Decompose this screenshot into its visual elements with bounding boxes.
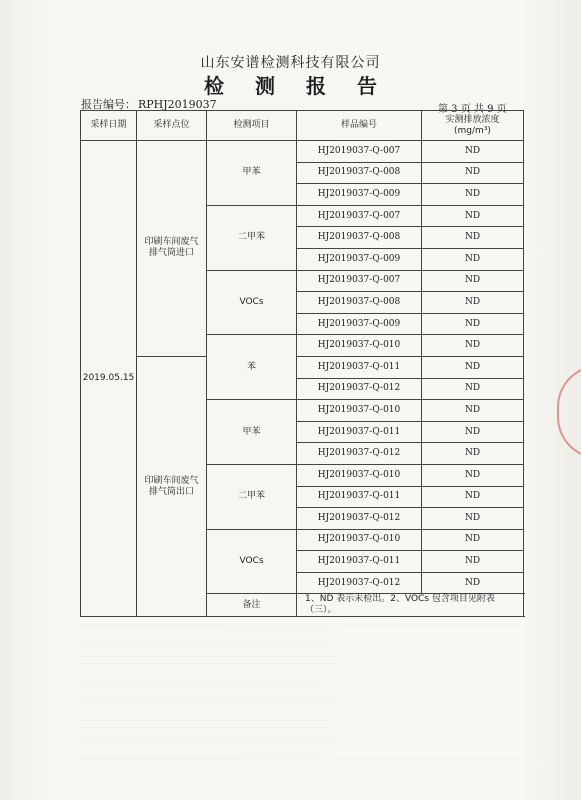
concentration-value: ND: [422, 292, 524, 314]
red-seal-stamp: [557, 365, 581, 459]
report-number-label: 报告编号：: [81, 98, 136, 111]
bleed-through-shadow: [80, 625, 520, 775]
table-row: [81, 141, 524, 163]
sample-id: HJ2019037-Q-007: [297, 270, 422, 292]
concentration-value: ND: [422, 270, 524, 292]
concentration-value: ND: [422, 529, 524, 551]
report-title: 检 测 报 告: [204, 74, 389, 98]
item-toluene: 甲苯: [207, 141, 297, 206]
results-table: [80, 110, 524, 617]
concentration-value: ND: [422, 443, 524, 465]
sample-id: HJ2019037-Q-008: [297, 227, 422, 249]
sample-id: HJ2019037-Q-008: [297, 162, 422, 184]
sample-id: HJ2019037-Q-010: [297, 529, 422, 551]
sample-id: HJ2019037-Q-011: [297, 356, 422, 378]
sample-id: HJ2019037-Q-009: [297, 248, 422, 270]
item-xylene: 二甲苯: [207, 464, 297, 529]
concentration-value: ND: [422, 378, 524, 400]
concentration-value: ND: [422, 248, 524, 270]
sample-id: HJ2019037-Q-012: [297, 443, 422, 465]
concentration-value: ND: [422, 400, 524, 422]
item-vocs: VOCs: [207, 529, 297, 594]
concentration-value: ND: [422, 421, 524, 443]
company-name: 山东安谱检测科技有限公司: [200, 55, 381, 71]
header-concentration-label: 实测排放浓度: [445, 114, 500, 125]
sample-id: HJ2019037-Q-007: [297, 141, 422, 163]
concentration-value: ND: [422, 464, 524, 486]
note-text: 1、ND 表示未检出。2、VOCs 包含项目见附表（三）。: [297, 594, 524, 617]
concentration-value: ND: [422, 551, 524, 573]
concentration-value: ND: [422, 184, 524, 206]
location-inlet: 印刷车间废气排气筒进口: [137, 141, 207, 357]
item-vocs: VOCs: [207, 270, 297, 335]
page-info: 第 3 页 共 9 页: [438, 104, 507, 115]
table-row: [81, 356, 524, 378]
sample-id: HJ2019037-Q-010: [297, 464, 422, 486]
sampling-date: 2019.05.15: [81, 141, 137, 617]
header-concentration: [422, 111, 524, 141]
sample-id: HJ2019037-Q-007: [297, 205, 422, 227]
concentration-value: ND: [422, 162, 524, 184]
concentration-value: ND: [422, 508, 524, 530]
sample-id: HJ2019037-Q-009: [297, 184, 422, 206]
note-label: 备注: [207, 594, 297, 617]
item-benzene: 苯: [207, 335, 297, 400]
location-outlet: 印刷车间废气排气筒出口: [137, 356, 207, 617]
sample-id: HJ2019037-Q-011: [297, 421, 422, 443]
sample-id: HJ2019037-Q-010: [297, 400, 422, 422]
header-concentration-unit: (mg/m³): [454, 125, 491, 136]
concentration-value: ND: [422, 356, 524, 378]
header-date: 采样日期: [81, 111, 137, 141]
table-header-row: [81, 111, 524, 141]
concentration-value: ND: [422, 227, 524, 249]
concentration-value: ND: [422, 486, 524, 508]
concentration-value: ND: [422, 141, 524, 163]
item-xylene: 二甲苯: [207, 205, 297, 270]
sample-id: HJ2019037-Q-008: [297, 292, 422, 314]
header-item: 检测项目: [207, 111, 297, 141]
report-number-value: RPHJ2019037: [138, 98, 217, 111]
concentration-value: ND: [422, 205, 524, 227]
header-location: 采样点位: [137, 111, 207, 141]
concentration-value: ND: [422, 572, 524, 594]
item-toluene: 甲苯: [207, 400, 297, 465]
sample-id: HJ2019037-Q-012: [297, 572, 422, 594]
sample-id: HJ2019037-Q-011: [297, 551, 422, 573]
sample-id: HJ2019037-Q-009: [297, 313, 422, 335]
concentration-value: ND: [422, 313, 524, 335]
concentration-value: ND: [422, 335, 524, 357]
header-sample-id: 样品编号: [297, 111, 422, 141]
sample-id: HJ2019037-Q-012: [297, 508, 422, 530]
sample-id: HJ2019037-Q-012: [297, 378, 422, 400]
sample-id: HJ2019037-Q-010: [297, 335, 422, 357]
sample-id: HJ2019037-Q-011: [297, 486, 422, 508]
